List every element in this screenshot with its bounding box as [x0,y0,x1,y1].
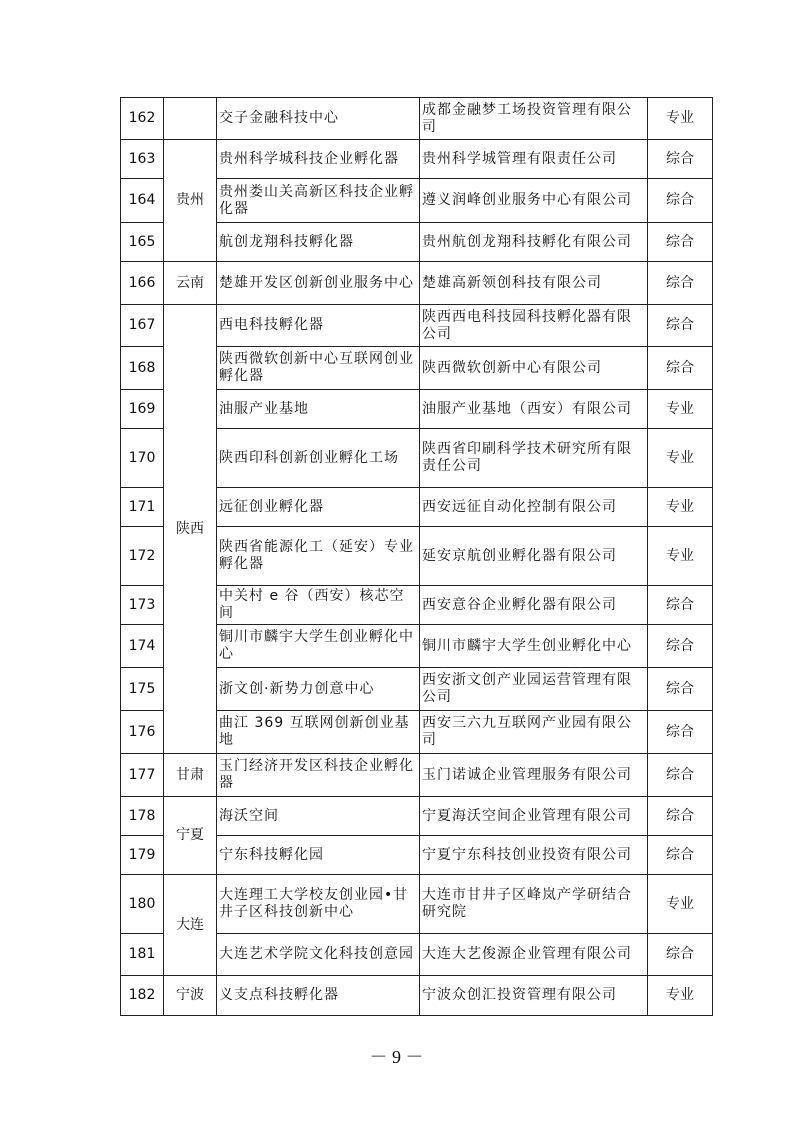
row-number: 174 [121,625,164,668]
incubator-name: 贵州娄山关高新区科技企业孵化器 [217,179,420,223]
operating-company: 大连大艺俊源企业管理有限公司 [420,934,648,976]
row-number: 177 [121,754,164,797]
operating-company: 楚雄高新领创科技有限公司 [420,262,648,305]
row-number: 168 [121,347,164,390]
incubator-name: 西电科技孵化器 [217,305,420,347]
incubator-type: 综合 [648,711,713,754]
operating-company: 铜川市麟宇大学生创业孵化中心 [420,625,648,668]
incubator-name: 陕西微软创新中心互联网创业孵化器 [217,347,420,390]
incubator-name: 浙文创·新势力创意中心 [217,668,420,711]
operating-company: 遵义润峰创业服务中心有限公司 [420,179,648,223]
province-ningbo: 宁波 [164,976,217,1016]
row-number: 182 [121,976,164,1016]
incubator-name: 大连艺术学院文化科技创意园 [217,934,420,976]
incubator-name: 宁东科技孵化园 [217,836,420,875]
incubator-name: 海沃空间 [217,797,420,836]
incubator-type: 综合 [648,262,713,305]
incubator-name: 航创龙翔科技孵化器 [217,223,420,262]
table-row [121,797,713,836]
row-number: 178 [121,797,164,836]
operating-company: 西安远征自动化控制有限公司 [420,488,648,527]
incubator-type: 综合 [648,140,713,179]
operating-company: 贵州航创龙翔科技孵化有限公司 [420,223,648,262]
incubator-name: 贵州科学城科技企业孵化器 [217,140,420,179]
incubator-name: 陕西印科创新创业孵化工场 [217,429,420,488]
table-row [121,875,713,934]
incubator-type: 综合 [648,754,713,797]
row-number: 164 [121,179,164,223]
row-number: 176 [121,711,164,754]
table-row [121,754,713,797]
incubator-type: 专业 [648,390,713,429]
incubator-type: 综合 [648,797,713,836]
operating-company: 宁波众创汇投资管理有限公司 [420,976,648,1016]
row-number: 170 [121,429,164,488]
incubator-type: 专业 [648,488,713,527]
table-row [121,976,713,1016]
incubator-type: 综合 [648,836,713,875]
table-row [121,305,713,347]
row-number: 167 [121,305,164,347]
operating-company: 贵州科学城管理有限责任公司 [420,140,648,179]
incubator-type: 综合 [648,586,713,625]
incubator-type: 专业 [648,429,713,488]
operating-company: 宁夏海沃空间企业管理有限公司 [420,797,648,836]
incubator-name: 楚雄开发区创新创业服务中心 [217,262,420,305]
page-number: － 9 － [369,1047,424,1067]
incubator-type: 综合 [648,625,713,668]
row-number: 166 [121,262,164,305]
table-row [121,262,713,305]
operating-company: 延安京航创业孵化器有限公司 [420,527,648,586]
incubator-name: 远征创业孵化器 [217,488,420,527]
operating-company: 成都金融梦工场投资管理有限公司 [420,98,648,140]
table-row [121,140,713,179]
row-number: 169 [121,390,164,429]
incubator-type: 专业 [648,875,713,934]
incubator-type: 综合 [648,934,713,976]
incubator-name: 油服产业基地 [217,390,420,429]
province-ningxia: 宁夏 [164,797,217,875]
row-number: 162 [121,98,164,140]
province-cell-empty [164,98,217,140]
operating-company: 陕西省印刷科学技术研究所有限责任公司 [420,429,648,488]
incubator-name: 大连理工大学校友创业园•甘井子区科技创新中心 [217,875,420,934]
incubator-name: 中关村 e 谷（西安）核芯空间 [217,586,420,625]
incubator-type: 专业 [648,527,713,586]
row-number: 175 [121,668,164,711]
operating-company: 西安三六九互联网产业园有限公司 [420,711,648,754]
row-number: 181 [121,934,164,976]
incubator-type: 专业 [648,98,713,140]
row-number: 171 [121,488,164,527]
incubator-type: 综合 [648,305,713,347]
province-gansu: 甘肃 [164,754,217,797]
incubator-table [120,97,713,1016]
operating-company: 陕西西电科技园科技孵化器有限公司 [420,305,648,347]
operating-company: 大连市甘井子区峰岚产学研结合研究院 [420,875,648,934]
operating-company: 西安意谷企业孵化器有限公司 [420,586,648,625]
row-number: 173 [121,586,164,625]
incubator-type: 综合 [648,668,713,711]
incubator-name: 铜川市麟宇大学生创业孵化中心 [217,625,420,668]
incubator-name: 陕西省能源化工（延安）专业孵化器 [217,527,420,586]
row-number: 180 [121,875,164,934]
incubator-type: 综合 [648,179,713,223]
incubator-type: 专业 [648,976,713,1016]
province-dalian: 大连 [164,875,217,976]
province-guizhou: 贵州 [164,140,217,262]
incubator-type: 综合 [648,347,713,390]
incubator-name: 交子金融科技中心 [217,98,420,140]
operating-company: 油服产业基地（西安）有限公司 [420,390,648,429]
row-number: 179 [121,836,164,875]
province-yunnan: 云南 [164,262,217,305]
incubator-name: 玉门经济开发区科技企业孵化器 [217,754,420,797]
operating-company: 宁夏宁东科技创业投资有限公司 [420,836,648,875]
row-number: 165 [121,223,164,262]
incubator-name: 义支点科技孵化器 [217,976,420,1016]
row-number: 172 [121,527,164,586]
incubator-type: 综合 [648,223,713,262]
operating-company: 陕西微软创新中心有限公司 [420,347,648,390]
incubator-name: 曲江 369 互联网创新创业基地 [217,711,420,754]
province-shaanxi: 陕西 [164,305,217,754]
row-number: 163 [121,140,164,179]
operating-company: 玉门诺诚企业管理服务有限公司 [420,754,648,797]
operating-company: 西安浙文创产业园运营管理有限公司 [420,668,648,711]
table-row [121,98,713,140]
